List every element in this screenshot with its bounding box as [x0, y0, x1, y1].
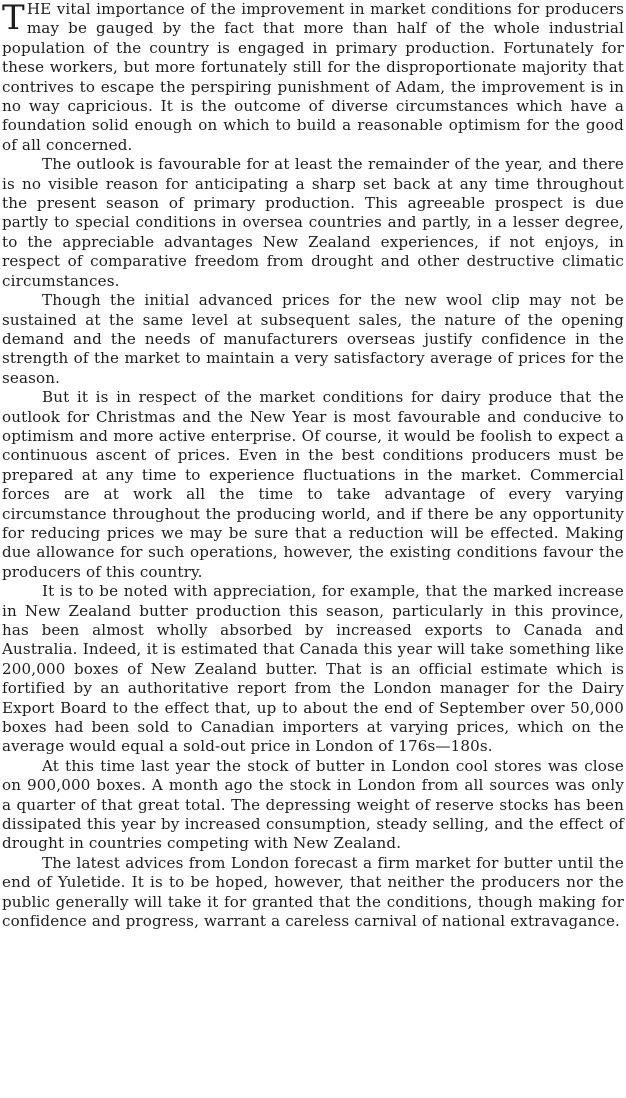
- article-paragraph-2: The outlook is favourable for at least the remainder of the year, and there is no visible reason for anticipating a sharp set back at any time throughout the present season of primary production. This agreeable prospect is due partly to special conditions in oversea countries and partly, in a lesser degree, to the appreciable advantages New Zealand experiences, if not enjoys, in respect of comparative freedom from drought and other destructive climatic circumstances.: [2, 155, 624, 290]
- lead-letters: HE: [26, 0, 52, 18]
- article-paragraph-4: But it is in respect of the market conditions for dairy produce that the outlook for Christmas and the New Year is most favourable and conducive to optimism and more active enterprise. Of course, it would be foolish to expect a continuous ascent of prices. Even in the best conditions producers must be prepared at any time to experience fluctuations in the market. Commercial forces are at work all the time to take advantage of every varying circumstance throughout the producing world, and if there be any opportunity for reducing prices we may be sure that a reduction will be effected. Making due allowance for such operations, however, the existing conditions favour the producers of this country.: [2, 388, 624, 581]
- newspaper-article: [2, 0, 624, 1098]
- article-paragraph-5: It is to be noted with appreciation, for example, that the marked increase in New Zealand butter production this season, particularly in this province, has been almost wholly absorbed by increased exports to Canada and Australia. Indeed, it is estimated that Canada this year will take something like 200,000 boxes of New Zealand butter. That is an official estimate which is fortified by an authoritative report from the London manager for the Dairy Export Board to the effect that, up to about the end of September over 50,000 boxes had been sold to Canadian importers at varying prices, which on the average would equal a sold-out price in London of 176s—180s.: [2, 582, 624, 756]
- article-paragraph-6: At this time last year the stock of butter in London cool stores was close on 900,000 boxes. A month ago the stock in London from all sources was only a quarter of that great total. The depressing weight of reserve stocks has been dissipated this year by increased consumption, steady selling, and the effect of drought in countries competing with New Zealand.: [2, 756, 624, 853]
- article-paragraph-1: [2, 0, 624, 155]
- article-paragraph-7: The latest advices from London forecast a firm market for butter until the end of Yuletide. It is to be hoped, however, that neither the producers nor the public generally will take it for granted that the conditions, though making for confidence and progress, warrant a careless carnival of national extravagance.: [2, 853, 624, 931]
- paragraph-text: vital importance of the improvement in market conditions for producers may be gauged by the fact that more than half of the whole industrial population of the country is engaged in primary production. Fortunately for these workers, but more fortunately still for the disproportionate majority that contrives to escape the perspiring punishment of Adam, the improvement is in no way capricious. It is the outcome of diverse circumstances which have a foundation solid enough on which to build a reasonable optimism for the good of all concerned.: [2, 0, 624, 154]
- drop-cap: T: [2, 0, 25, 38]
- article-paragraph-3: Though the initial advanced prices for the new wool clip may not be sustained at the same level at subsequent sales, the nature of the opening demand and the needs of manufacturers overseas justify confidence in the strength of the market to maintain a very satisfactory average of prices for the season.: [2, 291, 624, 387]
